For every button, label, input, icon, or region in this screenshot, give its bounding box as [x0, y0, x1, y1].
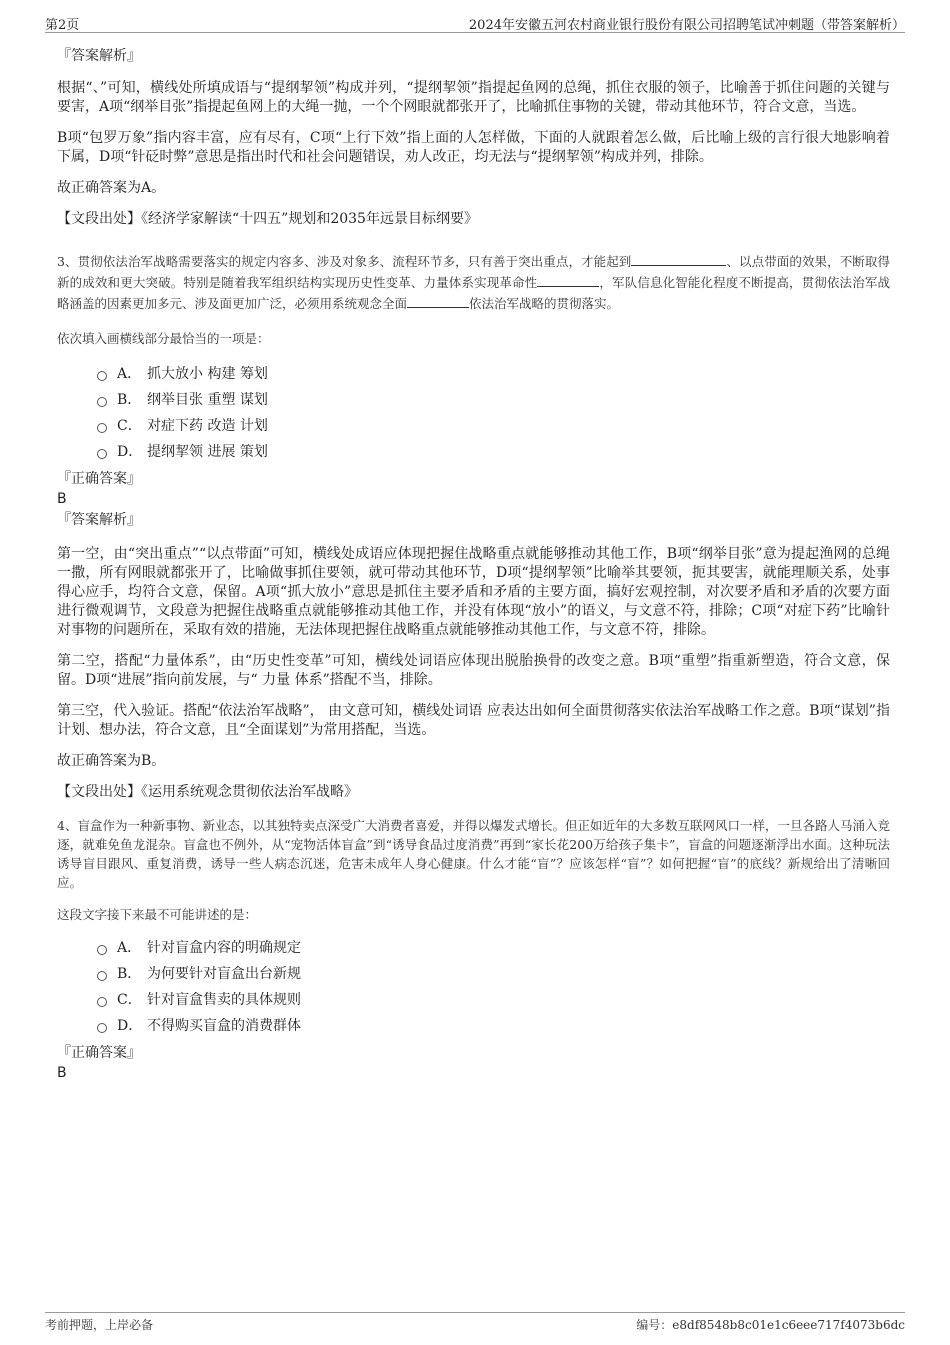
option-c[interactable]: C． 对症下药 改造 计划	[97, 413, 890, 439]
source-citation: 【文段出处】《经济学家解读“十四五”规划和2035年远景目标纲要》	[57, 211, 478, 227]
question-stem	[57, 251, 890, 314]
analysis-paragraph: 根据“、”可知，横线处所填成语与“提纲挈领”构成并列，“提纲挈领”指提起鱼网的总绳，抓住衣服的领子，比喻善于抓住问题的关键与要害，A项“纲举目张”指提起鱼网上的大绳一抛，一个个网眼就都张开了，比喻抓住事物的关键，带动其他环节，符合文意，当选。	[57, 80, 890, 115]
source-citation: 【文段出处】《运用系统观念贯彻依法治军战略》	[57, 784, 358, 800]
question-prompt: 这段文字接下来最不可能讲述的是：	[57, 907, 258, 922]
fill-blank	[631, 253, 726, 266]
analysis-paragraph: B项“包罗万象”指内容丰富，应有尽有，C项“上行下效”指上面的人怎样做，下面的人就跟着怎么做，后比喻上级的言行很大地影响着下属，D项“针砭时弊”意思是指出时代和社会问题错误，劝人改正，均无法与“提纲挈领”构成并列，排除。	[57, 130, 890, 165]
analysis-label: 『答案解析』	[57, 512, 141, 528]
page-content	[57, 46, 890, 1082]
option-list	[97, 361, 890, 465]
question-stem: 4、盲盒作为一种新事物、新业态，以其独特卖点深受广大消费者喜爱，并得以爆发式增长。但正如近年的大多数互联网风口一样，一旦各路人马涌入竞逐，就难免鱼龙混杂。盲盒也不例外，从“宠物活体盲盒”到“诱导食品过度消费”再到“家长花200万给孩子集卡”，盲盒的问题逐渐浮出水面。这种玩法诱导盲目跟风、重复消费，诱导一些人病态沉迷，危害未成年人身心健康。什么才能“盲”？应该怎样“盲”？如何把握“盲”的底线？新规给出了清晰回应。	[57, 818, 890, 890]
fill-blank	[537, 274, 599, 287]
correct-answer: B	[57, 491, 67, 507]
page-footer	[45, 1312, 905, 1335]
correct-answer-label: 『正确答案』	[57, 1045, 141, 1061]
radio-icon[interactable]	[97, 971, 107, 981]
correct-answer: B	[57, 1065, 67, 1081]
radio-icon[interactable]	[97, 423, 107, 433]
option-d[interactable]: D． 不得购买盲盒的消费群体	[97, 1013, 890, 1039]
option-a[interactable]: A． 针对盲盒内容的明确规定	[97, 935, 890, 961]
radio-icon[interactable]	[97, 997, 107, 1007]
radio-icon[interactable]	[97, 397, 107, 407]
answer-conclusion: 故正确答案为A。	[57, 180, 166, 196]
option-c[interactable]: C． 针对盲盒售卖的具体规则	[97, 987, 890, 1013]
stem-text: ，军队信息化智能化程度不断提高，贯彻依法治军战略涵盖的因素更加多元、涉及面更加广泛，必须用系统观念全面	[57, 275, 890, 311]
option-b[interactable]: B． 纲举目张 重塑 谋划	[97, 387, 890, 413]
fill-blank	[407, 295, 469, 308]
stem-text: 、以点带面的效果，不断取得新的成效和更大突破。特别是随着我军组织结构实现历史性变革、力量体系实现革命性	[57, 254, 890, 290]
question-prompt: 依次填入画横线部分最恰当的一项是：	[57, 331, 270, 346]
option-b[interactable]: B． 为何要针对盲盒出台新规	[97, 961, 890, 987]
radio-icon[interactable]	[97, 1023, 107, 1033]
footer-slogan: 考前押题，上岸必备	[45, 1318, 154, 1332]
document-id: 编号：e8df8548b8c01e1c6eee717f4073b6dc	[636, 1318, 905, 1332]
stem-text: 依法治军战略的贯彻落实。	[469, 296, 620, 311]
radio-icon[interactable]	[97, 945, 107, 955]
page-header	[45, 12, 905, 33]
analysis-label: 『答案解析』	[57, 48, 141, 64]
option-a[interactable]: A． 抓大放小 构建 筹划	[97, 361, 890, 387]
option-list	[97, 935, 890, 1039]
option-d[interactable]: D． 提纲挈领 进展 策划	[97, 439, 890, 465]
document-title: 2024年安徽五河农村商业银行股份有限公司招聘笔试冲刺题（带答案解析）	[468, 18, 905, 33]
analysis-paragraph: 第二空，搭配“力量体系”，由“历史性变革”可知，横线处词语应体现出脱胎换骨的改变之意。B项“重塑”指重新塑造，符合文意，保留。D项“进展”指向前发展，与“ 力量 体系”搭配不当，排除。	[57, 653, 890, 688]
analysis-paragraph: 第三空，代入验证。搭配“依法治军战略”， 由文意可知，横线处词语 应表达出如何全面贯彻落实依法治军战略工作之意。B项“谋划”指计划、想办法，符合文意，且“全面谋划”为常用搭配，当选。	[57, 703, 890, 738]
radio-icon[interactable]	[97, 371, 107, 381]
analysis-paragraph: 第一空，由“突出重点”“以点带面”可知，横线处成语应体现把握住战略重点就能够推动其他工作，B项“纲举目张”意为提起渔网的总绳一撒，所有网眼就都张开了，比喻做事抓住要领，就可带动其他环节，D项“提纲挈领”比喻举其要领，扼其要害，就能理顺关系，处事得心应手，均符合文意，保留。A项“抓大放小”意思是抓住主要矛盾和矛盾的主要方面，搞好宏观控制，对次要矛盾和矛盾的次要方面进行微观调节，文段意为把握住战略重点就能够推动其他工作，并没有体现“放小”的语义，与文意不符，排除；C项“对症下药”比喻针对事物的问题所在，采取有效的措施，无法体现把握住战略重点就能够推动其他工作，与文意不符，排除。	[57, 546, 890, 638]
radio-icon[interactable]	[97, 449, 107, 459]
answer-conclusion: 故正确答案为B。	[57, 753, 166, 769]
stem-text: 3、贯彻依法治军战略需要落实的规定内容多、涉及对象多、流程环节多，只有善于突出重点，才能起到	[57, 254, 632, 269]
page-number: 第2页	[45, 18, 80, 33]
correct-answer-label: 『正确答案』	[57, 471, 141, 487]
